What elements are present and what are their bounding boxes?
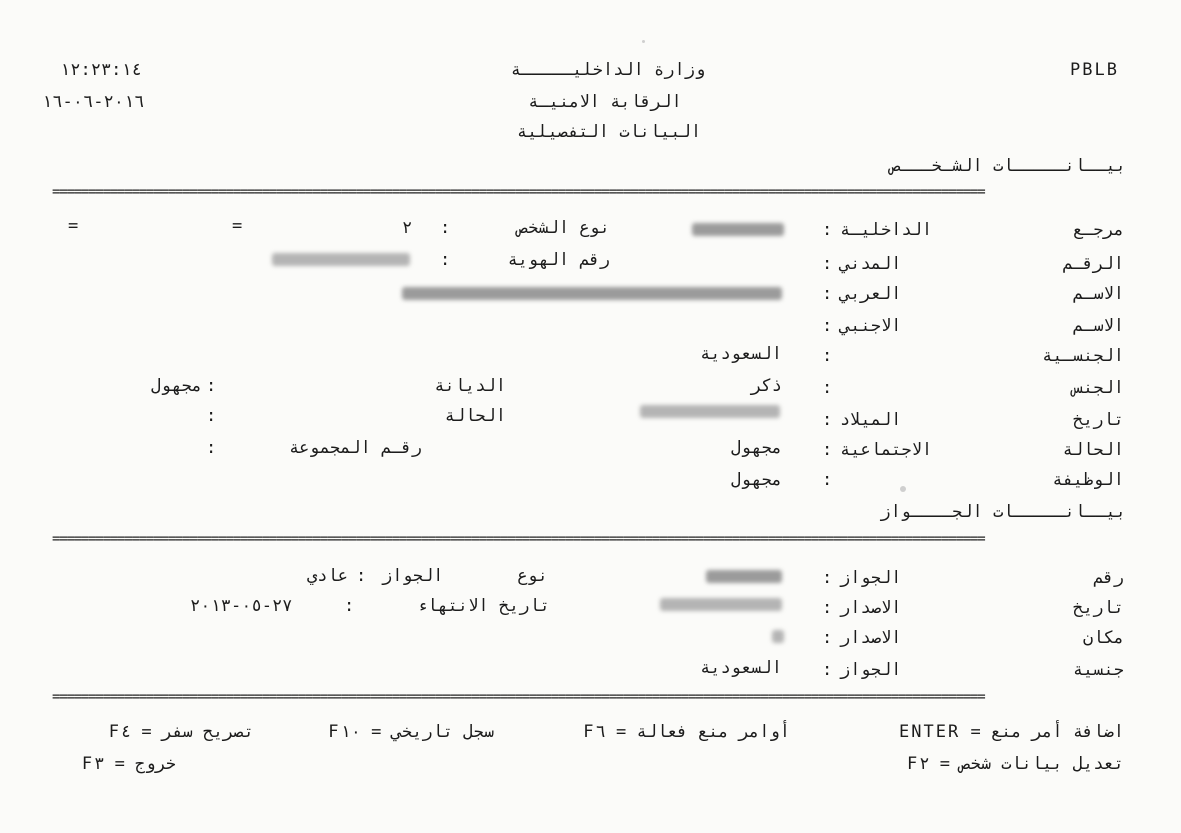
colon: : [344,596,355,616]
divider-rule: ================================================================================================================================= [52,532,985,546]
colon: : [822,440,833,460]
colon: : [822,254,833,274]
header-date: ٢٠١٦-٠٦-١٦ [42,92,145,112]
colon: : [822,660,833,680]
birth-date-value-redacted [640,405,780,418]
social-status-label: الحالة الاجتماعية [840,440,1124,460]
section-passport-title: بيــانـــــات الجــــواز [880,502,1126,522]
sex-value: ذكر [751,376,782,396]
fkey-f10-history[interactable]: سجل تاريخي = F١٠ [328,722,494,742]
program-code: PBLB [1070,60,1119,80]
colon: : [822,410,833,430]
passport-type-value: عادي [307,566,348,586]
passport-no-label: رقم الجواز [840,568,1124,588]
fkey-f6-active-bans[interactable]: أوامر منع فعالة = F٦ [583,722,790,742]
foreign-name-label: الاسـم الاجنبي [840,316,1124,336]
nationality-label: الجنسـية [1042,346,1124,366]
colon: : [822,346,833,366]
expiry-date-label: تاريخ الانتهاء [416,596,550,616]
colon: : [822,598,833,618]
colon: : [822,220,833,240]
issue-place-value-redacted [772,630,784,643]
colon: : [206,438,217,458]
job-value: مجهول [730,470,782,490]
nationality-value: السعودية [700,344,782,364]
passport-type-label: نوع الجواز [382,566,548,586]
colon: : [822,628,833,648]
person-type-value: ٢ [402,218,413,238]
scan-speck [642,40,645,43]
colon: : [822,378,833,398]
screen-title: البيانات التفصيلية [516,122,702,142]
issue-date-label: تاريخ الاصدار [840,598,1124,618]
colon: : [822,284,833,304]
colon: : [822,316,833,336]
religion-value: مجهول [150,376,202,396]
interior-ref-label: مرجـع الداخليـة [840,220,1124,240]
ministry-title: وزارة الداخليـــــة [510,60,706,80]
religion-label: الديانة [434,376,506,396]
fkey-f2-edit-person[interactable]: تعديل بيانات شخص = F٢ [907,754,1124,774]
colon: : [440,218,451,238]
fkey-f4-travel-permit[interactable]: تصريح سفر = F٤ [108,722,254,742]
job-label: الوظيفة [1052,470,1124,490]
colon: : [822,568,833,588]
birth-date-label: تاريخ الميلاد [840,410,1124,430]
id-no-label: رقم الهوية [507,250,610,270]
social-status-value: مجهول [730,438,782,458]
sex-label: الجنس [1072,378,1124,398]
issue-date-value-redacted [660,598,782,611]
scan-speck [900,486,906,492]
colon: : [822,470,833,490]
divider-rule: ================================================================================================================================= [52,185,985,199]
section-person-title: بيــانـــــات الشـخـــص [890,156,1126,176]
colon: : [356,566,367,586]
equals-sign: = [232,216,243,236]
colon: : [440,250,451,270]
fkey-enter-add-ban[interactable]: اضافة أمر منع = ENTER [899,722,1124,742]
fkey-f3-exit[interactable]: خروج = F٣ [81,754,176,774]
expiry-date-value: ٢٧-٠٥-٢٠١٣ [190,596,293,616]
status-label: الحالة [444,406,506,426]
passport-nationality-label: جنسية الجواز [840,660,1124,680]
colon: : [206,376,217,396]
interior-ref-value-redacted [692,223,784,236]
civil-no-label: الرقـم المدني [840,254,1124,274]
person-type-label: نوع الشخص [517,218,610,238]
equals-sign: = [68,216,79,236]
header-time: ١٢:٢٣:١٤ [60,60,142,80]
divider-rule: ================================================================================================================================= [52,690,985,704]
group-no-label: رقـم المجموعة [288,438,422,458]
arabic-name-label: الاسـم العربي [840,284,1124,304]
id-no-value-redacted [272,253,410,266]
passport-no-value-redacted [706,570,782,583]
arabic-name-value-redacted [402,287,782,300]
passport-nationality-value: السعودية [700,658,782,678]
department-title: الرقابة الامنيـة [528,92,682,112]
colon: : [206,406,217,426]
issue-place-label: مكان الاصدار [840,628,1124,648]
